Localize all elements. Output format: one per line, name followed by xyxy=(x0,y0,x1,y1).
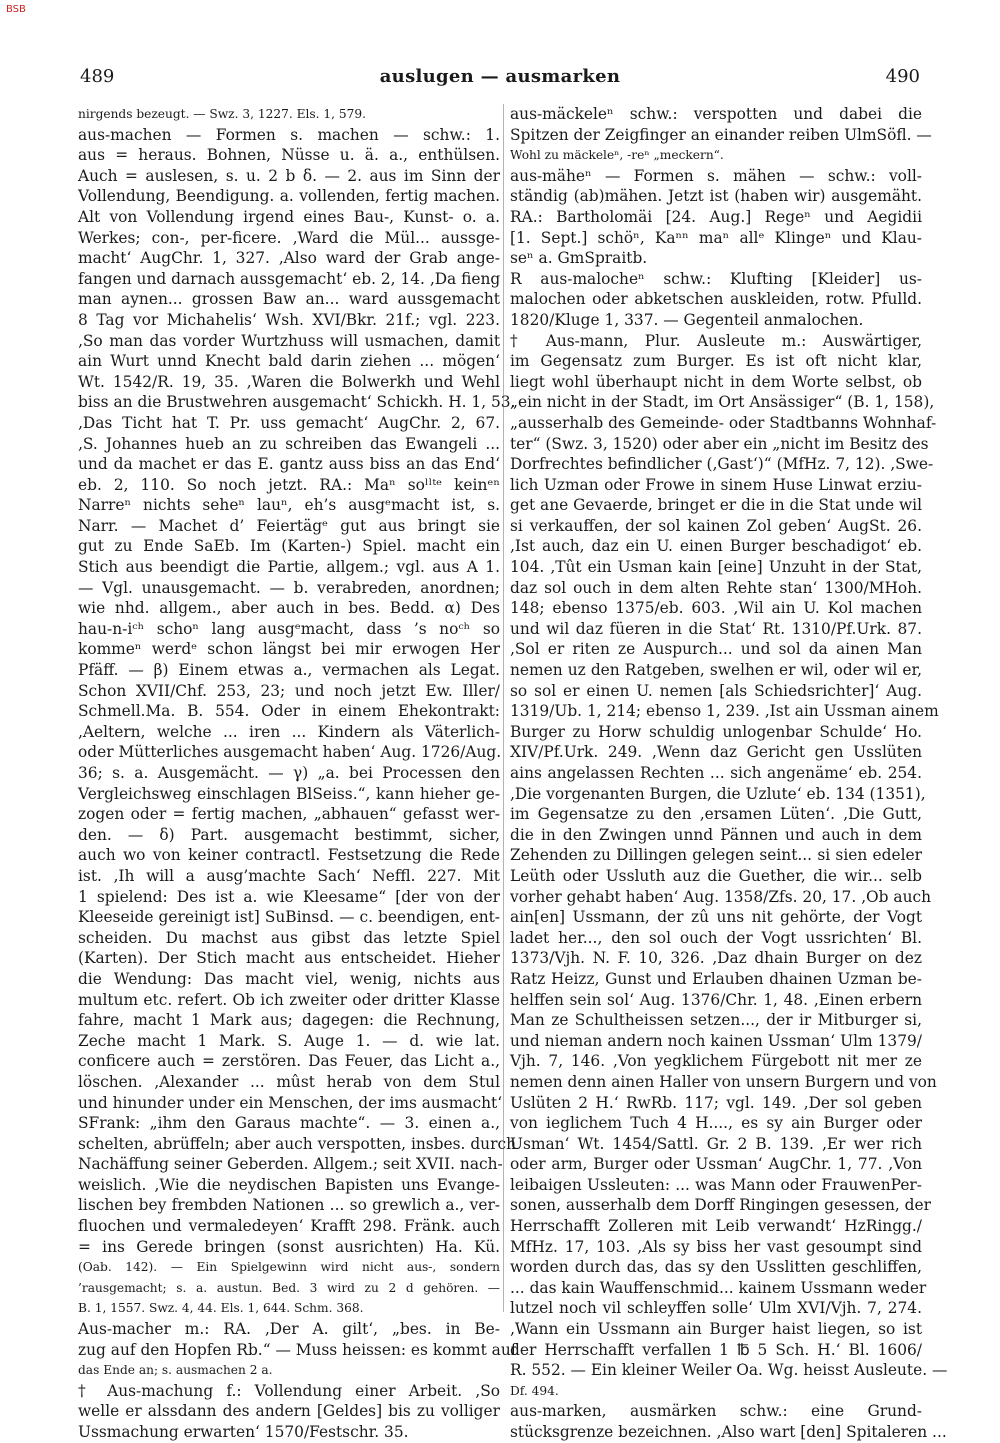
text-line: = ins Gerede bringen (sonst ausrichten) Ha. Kü. xyxy=(78,1237,500,1256)
text-line: lutzel noch vil schleyffen solle‘ Ulm XVI/Vjh. 7, 274. xyxy=(510,1299,922,1318)
page-number-left: 489 xyxy=(80,66,115,87)
text-line: ’rausgemacht; s. a. austun. Bed. 3 wird zu 2 d gehören. — xyxy=(78,1280,500,1295)
text-line: malochen oder abketschen auskleiden, rotw. Pfulld. xyxy=(510,290,922,309)
text-line: hau-n-iᶜʰ schoⁿ lang ausgᵉmacht, dass ’s noᶜʰ so xyxy=(78,619,500,638)
text-line: (Karten). Der Stich macht aus entscheidet. Hieher xyxy=(78,949,500,968)
text-line: Pfäff. — β) Einem etwas a., vermachen als Legat. xyxy=(78,661,500,680)
text-line: leibaigen Ussleuten: ... was Mann oder FrauwenPer- xyxy=(510,1175,922,1194)
text-line: Dorfrechtes befindlicher (‚Gast‘)“ (MfHz. 7, 12). ‚Swe- xyxy=(510,455,934,474)
text-line: aus-machen — Formen s. machen — schw.: 1. xyxy=(78,125,500,144)
text-line: „ausserhalb des Gemeinde- oder Stadtbanns Wohnhaf- xyxy=(510,413,937,432)
text-line: — Vgl. unausgemacht. — b. verabreden, anordnen; xyxy=(78,578,500,597)
page-number-right: 490 xyxy=(885,66,920,87)
text-line: ... das kain Wauffenschmid... kainem Ussmann weder xyxy=(510,1278,927,1297)
text-line: macht‘ AugChr. 1, 327. ‚Also ward der Grab ange- xyxy=(78,249,500,268)
text-line: Kleeseide gereinigt ist] SuBinsd. — c. beendigen, ent- xyxy=(78,908,500,927)
text-line: conficere auch = zerstören. Das Feuer, das Licht a., xyxy=(78,1052,500,1071)
text-line: 1820/Kluge 1, 337. — Gegenteil anmalochen. xyxy=(510,310,864,329)
text-line: get ane Gevaerde, bringet er die in die Stat unde wil xyxy=(510,496,923,515)
text-line: B. 1, 1557. Swz. 4, 44. Els. 1, 644. Schm. 368. xyxy=(78,1301,364,1316)
text-line: im Gegensatz zum Burger. Es ist oft nicht klar, xyxy=(510,352,922,371)
text-line: ter“ (Swz. 3, 1520) oder aber ein „nicht im Besitz des xyxy=(510,434,929,453)
text-line: und wil daz füeren in die Stat‘ Rt. 1310/Pf.Urk. 87. xyxy=(510,619,922,638)
text-line: der Herrschafft verfallen 1 ℔ 5 Sch. H.‘ Bl. 1606/ xyxy=(510,1340,922,1359)
text-line: und da machet er das E. gantz auss biss an das End‘ xyxy=(78,455,500,474)
text-line: aus-marken, ausmärken schw.: eine Grund- xyxy=(510,1402,922,1421)
text-line: den. — ẟ) Part. ausgemacht bestimmt, sicher, xyxy=(78,825,500,844)
text-line: wie nhd. allgem., aber auch in bes. Bedd. α) Des xyxy=(78,599,500,618)
text-line: man aynen... grossen Baw an... ward aussgemacht xyxy=(78,290,500,309)
text-line: stücksgrenze bezeichnen. ‚Also wart [den] Spitaleren ... xyxy=(510,1423,947,1441)
text-line: und nieman andern noch kainen Ussman‘ Ulm 1379/ xyxy=(510,1031,922,1050)
text-line: ‚Die vorgenanten Burgen, die Uzlute‘ eb. 134 (1351), xyxy=(510,784,926,803)
text-line: löschen. ‚Alexander ... mûst herab von dem Stul xyxy=(78,1072,500,1091)
text-line: Burger zu Horw schuldig unlogenbar Schulde‘ Ho. xyxy=(510,722,922,741)
text-line: Wohl zu mäckeleⁿ, -reⁿ „meckern“. xyxy=(510,148,724,163)
text-line: welle er alssdann des andern [Geldes] bis zu volliger xyxy=(78,1402,500,1421)
text-line: 8 Tag vor Michahelis‘ Wsh. XVI/Bkr. 21f.; vgl. 223. xyxy=(78,310,500,329)
text-line: scheiden. Du machst aus gibst das letzte Spiel xyxy=(78,928,500,947)
text-line: lischen bey frembden Nationen ... so grewlich a., ver- xyxy=(78,1196,500,1215)
text-line: Leüth oder Ussluth auz die Guether, die wir... selb xyxy=(510,866,922,885)
text-line: † Aus-mann, Plur. Ausleute m.: Auswärtiger, xyxy=(510,331,922,350)
text-line: 1319/Ub. 1, 214; ebenso 1, 239. ‚Ist ain Ussman ainem xyxy=(510,702,939,721)
text-line: Schmell.Ma. B. 554. Oder in einem Ehekontrakt: xyxy=(78,702,500,721)
text-line: fluochen und vermaledeyen‘ Krafft 298. Fränk. auch xyxy=(78,1217,500,1236)
text-line: lich Uzman oder Frowe in sinem Huse Linwat erziu- xyxy=(510,475,922,494)
text-line: fahre, macht 1 Mark aus; dagegen: die Rechnung, xyxy=(78,1011,500,1030)
text-line: Stich aus beendigt die Partie, allgem.; vgl. aus A 1. xyxy=(78,558,500,577)
text-line: Herrschafft Zolleren mit Leib verwandt‘ HzRingg./ xyxy=(510,1217,922,1236)
text-line: Aus-macher m.: RA. ‚Der A. gilt‘, „bes. in Be- xyxy=(78,1320,500,1339)
text-line: „ein nicht in der Stadt, im Ort Ansässiger“ (B. 1, 158), xyxy=(510,393,935,412)
text-line: weislich. ‚Wie die neydischen Bapisten uns Evange- xyxy=(78,1175,500,1194)
text-line: si verkauffen, der sol kainen Zol geben‘ AugSt. 26. xyxy=(510,516,922,535)
text-line: auch wo von keiner contractl. Festsetzung die Rede xyxy=(78,846,500,865)
text-line: Ussmachung erwarten‘ 1570/Festschr. 35. xyxy=(78,1423,409,1441)
text-line: Alt von Vollendung irgend eines Bau-, Kunst- o. a. xyxy=(78,207,500,226)
text-line: Usman‘ Wt. 1454/Sattl. Gr. 2 B. 139. ‚Er wer rich xyxy=(510,1134,922,1153)
text-line: Werkes; con-, per-ficere. ‚Ward die Mül... aussge- xyxy=(78,228,500,247)
text-line: ‚Sol er riten ze Auspurch... und sol da ainen Man xyxy=(510,640,922,659)
text-line: ladet her..., den sol ouch der Vogt ussrichten‘ Bl. xyxy=(510,928,922,947)
text-line: aus = heraus. Bohnen, Nüsse u. ä. a., enthülsen. xyxy=(78,146,500,165)
text-line: zogen oder = fertig machen, „abhauen“ gefasst wer- xyxy=(78,805,500,824)
text-line: aus-mäckeleⁿ schw.: verspotten und dabei die xyxy=(510,105,922,123)
text-line: Vergleichsweg einschlagen BlSeiss.“, kann hieher ge- xyxy=(78,784,500,803)
text-line: R aus-malocheⁿ schw.: Klufting [Kleider] us- xyxy=(510,269,922,288)
text-line: das Ende an; s. ausmachen 2 a. xyxy=(78,1363,273,1378)
text-line: daz sol ouch in dem alten Rehte stan‘ 1300/MHoh. xyxy=(510,578,922,597)
text-line: Nachäffung seiner Geberden. Allgem.; seit XVII. nach- xyxy=(78,1155,503,1174)
text-line: so sol er einen U. nemen [als Schiedsrichter]‘ Aug. xyxy=(510,681,922,700)
text-line: oder Mütterliches ausgemacht haben‘ Aug. 1726/Aug. xyxy=(78,743,502,762)
text-line: nirgends bezeugt. — Swz. 3, 1227. Els. 1, 579. xyxy=(78,107,367,121)
text-line: Schon XVII/Chf. 253, 23; und noch jetzt Ew. Iller/ xyxy=(78,681,500,700)
text-line: 1 spielend: Des ist a. wie Kleesame“ [der von der xyxy=(78,887,500,906)
text-line: ain Wurt unnd Knecht bald darin ziehen ... mögen‘ xyxy=(78,352,500,371)
text-line: [1. Sept.] schöⁿ, Kaⁿⁿ maⁿ allᵉ Klingeⁿ und Klau- xyxy=(510,228,922,247)
text-line: gut zu Ende SaEb. Im (Karten-) Spiel. macht ein xyxy=(78,537,500,556)
text-line: aus-mäheⁿ — Formen s. mähen — schw.: voll- xyxy=(510,166,922,185)
text-line: 104. ‚Tût ein Usman kain [eine] Unzuht in der Stat, xyxy=(510,558,922,577)
text-line: R. 552. — Ein kleiner Weiler Oa. Wg. heisst Ausleute. — xyxy=(510,1361,948,1380)
text-line: worden durch das, das sy den Usslitten geschliffen, xyxy=(510,1258,922,1277)
text-line: Narr. — Machet d’ Feiertägᵉ gut aus bringt sie xyxy=(78,516,500,535)
text-line: Zeche macht 1 Mark. S. Auge 1. — d. wie lat. xyxy=(78,1031,500,1050)
text-line: nemen uz den Ratgeben, swelhen er wil, oder wil er, xyxy=(510,661,922,680)
text-line: Vollendung, Beendigung. a. vollenden, fertig machen. xyxy=(78,187,500,206)
text-line: zug auf den Hopfen Rb.“ — Muss heissen: es kommt auf xyxy=(78,1340,517,1359)
text-line: (Oab. 142). — Ein Spielgewinn wird nicht aus-, sondern xyxy=(78,1260,500,1275)
column-divider xyxy=(503,104,504,1312)
text-line: liegt wohl überhaupt nicht in dem Worte selbst, ob xyxy=(510,372,922,391)
text-line: Ratz Heizz, Gunst und Erlauben dhainen Uzman be- xyxy=(510,969,922,988)
text-line: 1373/Vjh. N. F. 10, 326. ‚Daz dhain Burger on dez xyxy=(510,949,922,968)
text-line: 148; ebenso 1375/eb. 603. ‚Wil ain U. Kol machen xyxy=(510,599,922,618)
text-line: ain[en] Ussmann, der zû uns nit gehörte, der Vogt xyxy=(510,908,922,927)
text-line: fangen und darnach aussgemacht‘ eb. 2, 14. ‚Da fieng xyxy=(78,269,501,288)
text-line: multum etc. refert. Ob ich zweiter oder dritter Klasse xyxy=(78,990,500,1009)
text-line: schelten, abrüffeln; aber auch verspotten, insbes. durch xyxy=(78,1134,516,1153)
text-line: XIV/Pf.Urk. 249. ‚Wenn daz Gericht gen Usslüten xyxy=(510,743,922,762)
text-line: ‚Ist auch, daz ein U. einen Burger beschadigot‘ eb. xyxy=(510,537,922,556)
text-line: ‚Das Ticht hat T. Pr. uss gemacht‘ AugChr. 2, 67. xyxy=(78,413,500,432)
text-line: ‚S. Johannes hueb an zu schreiben das Ewangeli ... xyxy=(78,434,500,453)
text-line: die Wendung: Das macht viel, wenig, nichts aus xyxy=(78,969,500,988)
text-line: Man ze Schultheissen setzen..., der ir Mitburger si, xyxy=(510,1011,922,1030)
text-line: oder arm, Burger oder Ussman‘ AugChr. 1, 77. ‚Von xyxy=(510,1155,922,1174)
text-line: helffen sein sol‘ Aug. 1376/Chr. 1, 48. ‚Einen erbern xyxy=(510,990,922,1009)
text-line: und hinunder under ein Menschen, der ims ausmacht‘ xyxy=(78,1093,503,1112)
running-title: auslugen — ausmarken xyxy=(379,66,621,87)
text-line: 36; s. a. Ausgemächt. — γ) „a. bei Processen den xyxy=(78,764,500,782)
text-line: seⁿ a. GmSpraitb. xyxy=(510,249,648,268)
text-line: Auch = auslesen, s. u. 2 b ẟ. — 2. aus im Sinn der xyxy=(78,166,500,185)
text-line: ‚So man das vorder Wurtzhuss will usmachen, damit xyxy=(78,331,500,350)
text-line: † Aus-machung f.: Vollendung einer Arbeit. ‚So xyxy=(78,1381,500,1400)
text-line: Zehenden zu Dillingen gelegen seint... si sien edeler xyxy=(510,846,922,865)
text-line: die in den Zwingen unnd Pännen und auch in dem xyxy=(510,825,922,844)
text-line: Vjh. 7, 146. ‚Von yegklichem Fürgebott nit mer ze xyxy=(510,1052,922,1071)
text-line: kommeⁿ werdᵉ schon längst bei mir erwogen Her xyxy=(78,640,500,659)
text-line: ‚Wann ein Ussmann ain Burger haist liegen, so ist xyxy=(510,1320,922,1339)
library-marker: BSB xyxy=(6,4,26,15)
text-line: ains angelassen Rechten ... sich angenäme‘ eb. 254. xyxy=(510,764,922,782)
text-line: RA.: Bartholomäi [24. Aug.] Regeⁿ und Aegidii xyxy=(510,207,922,226)
right-column xyxy=(510,104,948,1441)
text-line: ständig (ab)mähen. Jetzt ist (haben wir) ausgemäht. xyxy=(510,187,922,206)
text-line: Uslüten 2 H.‘ RwRb. 117; vgl. 149. ‚Der sol geben xyxy=(510,1093,922,1112)
text-line: im Gegensatze zu den ‚ersamen Lüten‘. ‚Die Gutt, xyxy=(510,805,922,824)
text-line: sonen, ausserhalb dem Dorff Ringingen gesessen, der xyxy=(510,1196,931,1215)
text-line: ‚Aeltern, welche ... iren ... Kindern als Väterlich- xyxy=(78,722,500,741)
left-column xyxy=(78,104,517,1441)
text-line: Spitzen der Zeigfinger an einander reiben UlmSöfl. — xyxy=(510,125,932,144)
text-line: Df. 494. xyxy=(510,1383,559,1398)
text-line: Wt. 1542/R. 19, 35. ‚Waren die Bolwerkh und Wehl xyxy=(78,372,500,391)
text-line: eb. 2, 110. So noch jetzt. RA.: Maⁿ soˡˡᵗᵉ keinᵉⁿ xyxy=(78,475,500,494)
text-line: biss an die Brustwehren ausgemacht‘ Schickh. H. 1, 53. xyxy=(78,393,516,412)
text-line: vorher gehabt haben‘ Aug. 1358/Zfs. 20, 17. ‚Ob auch xyxy=(510,887,932,906)
text-line: ist. ‚Ih will a ausg’machte Sach‘ Neffl. 227. Mit xyxy=(78,866,500,885)
text-line: MfHz. 17, 103. ‚Als sy biss her vast gesoumpt sind xyxy=(510,1237,922,1256)
text-line: Narreⁿ nichts seheⁿ lauⁿ, eh’s ausgᵉmacht ist, s. xyxy=(78,496,500,515)
text-line: nemen denn ainen Haller von unsern Burgern und von xyxy=(510,1072,937,1091)
text-line: von ieglichem Tuch 4 H...., es sy ain Burger oder xyxy=(510,1114,922,1133)
page-header xyxy=(80,66,920,96)
text-line: SFrank: „ihm den Garaus machte“. — 3. einen a., xyxy=(78,1114,500,1133)
